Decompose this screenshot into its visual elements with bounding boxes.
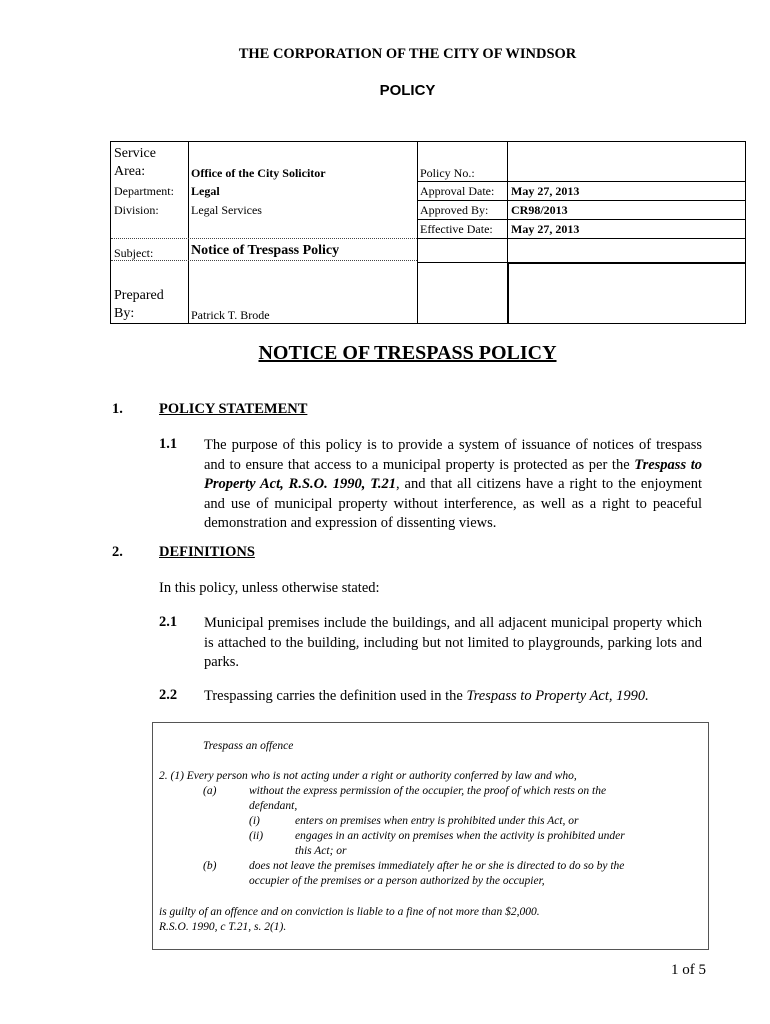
division-value: Legal Services <box>191 203 262 217</box>
approved-by-value: CR98/2013 <box>511 203 568 217</box>
approval-date-label: Approval Date: <box>420 184 495 198</box>
policy-heading: POLICY <box>379 82 436 99</box>
corporation-name: THE CORPORATION OF THE CITY OF WINDSOR <box>238 46 577 62</box>
policy-info-table <box>110 141 746 324</box>
clause-a-label: (a) <box>203 785 217 797</box>
clause-i-text: enters on premises when entry is prohibited under this Act, or <box>295 815 579 827</box>
item-1-1-number: 1.1 <box>159 436 178 452</box>
clause-a-text: without the express permission of the occupier, the proof of which rests on the defendant, <box>249 785 607 812</box>
item-1-1-text: The purpose of this policy is to provide a system of issuance of notices of trespass and to ensure that access to a municipal property is protected as per the Trespass to Property Act, R.S.O. 1990, T.21, and that all citizens have a right to the enjoyment and use of municipal property without interference, as well as a right to peaceful demonstration and expression of dissenting views. <box>204 437 702 531</box>
document-title: NOTICE OF TRESPASS POLICY <box>258 342 557 364</box>
item-2-2-number: 2.2 <box>159 687 178 703</box>
service-area-value: Office of the City Solicitor <box>191 166 326 180</box>
division-label: Division: <box>114 203 159 217</box>
excerpt-citation: R.S.O. 1990, c T.21, s. 2(1). <box>159 921 287 933</box>
section-1-heading: POLICY STATEMENT <box>159 401 308 417</box>
policy-no-label: Policy No.: <box>420 166 475 180</box>
statute-excerpt-box <box>152 722 709 950</box>
definitions-intro: In this policy, unless otherwise stated: <box>159 580 380 596</box>
effective-date-value: May 27, 2013 <box>511 222 580 236</box>
page-number: 1 of 5 <box>671 962 706 978</box>
clause-b-label: (b) <box>203 860 217 872</box>
prepared-by-label: Prepared By: <box>114 288 164 321</box>
department-label: Department: <box>114 184 174 198</box>
act-reference: Trespass to Property Act, 1990. <box>466 688 649 704</box>
clause-ii-text: engages in an activity on premises when the activity is prohibited under this Act; or <box>295 830 625 857</box>
item-2-2-text: Trespassing carries the definition used in the Trespass to Property Act, 1990. <box>204 688 649 704</box>
prepared-by-value: Patrick T. Brode <box>191 308 270 322</box>
act-citation: Trespass to Property Act, R.S.O. 1990, T.21 <box>204 456 702 492</box>
section-2-number: 2. <box>112 544 123 560</box>
item-2-1-number: 2.1 <box>159 614 178 630</box>
blank-box <box>507 262 746 324</box>
approval-date-value: May 27, 2013 <box>511 184 580 198</box>
section-2-heading: DEFINITIONS <box>159 544 255 560</box>
subject-value: Notice of Trespass Policy <box>191 243 340 258</box>
approved-by-label: Approved By: <box>420 203 489 217</box>
excerpt-closing: is guilty of an offence and on conviction is liable to a fine of not more than $2,000. <box>159 906 540 918</box>
subject-label: Subject: <box>114 246 154 260</box>
item-2-1-text: Municipal premises include the buildings, and all adjacent municipal property which is attached to the building, including but not limited to playgrounds, parking lots and parks. <box>204 615 702 670</box>
excerpt-heading: Trespass an offence <box>203 740 294 752</box>
clause-ii-label: (ii) <box>249 830 264 842</box>
clause-i-label: (i) <box>249 815 260 827</box>
section-1-number: 1. <box>112 401 123 417</box>
excerpt-line1: 2. (1) Every person who is not acting under a right or authority conferred by law and who, <box>159 770 577 782</box>
service-area-label: Service Area: <box>114 146 156 179</box>
effective-date-label: Effective Date: <box>420 222 493 236</box>
department-value: Legal <box>191 184 220 198</box>
clause-b-text: does not leave the premises immediately after he or she is directed to do so by the occupier of the premises or a person authorized by the occupier, <box>249 860 625 887</box>
